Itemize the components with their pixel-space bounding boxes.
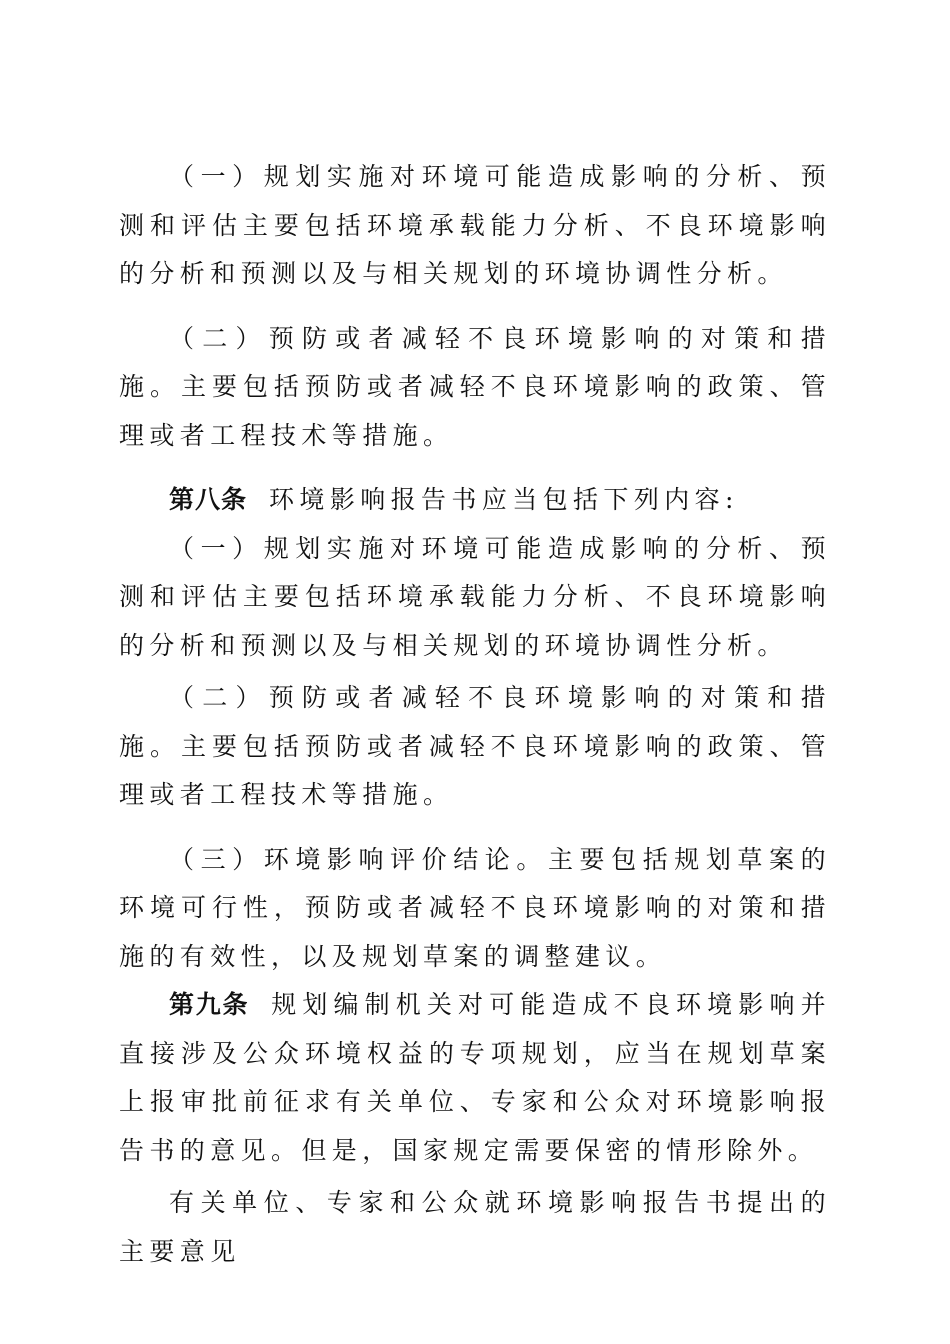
paragraph-prevention-measures-repeat (119, 674, 831, 820)
paragraph-assessment-conclusion (119, 836, 831, 982)
paragraph-text: 规划编制机关对可能造成不良环境影响并直接涉及公众环境权益的专项规划，应当在规划草案上报审批前征求有关单位、专家和公众对环境影响报告书的意见。但是，国家规定需要保密的情形除外。 (119, 990, 831, 1165)
paragraph-planning-analysis-repeat (119, 525, 831, 671)
paragraph-text: 环境影响报告书应当包括下列内容: (269, 485, 739, 514)
paragraph-text: （二）预防或者减轻不良环境影响的对策和措施。主要包括预防或者减轻不良环境影响的政策、管理或者工程技术等措施。 (119, 683, 831, 809)
article-9-paragraph (119, 981, 831, 1175)
paragraph-text: （一）规划实施对环境可能造成影响的分析、预测和评估主要包括环境承载能力分析、不良环境影响的分析和预测以及与相关规划的环境协调性分析。 (119, 162, 831, 288)
paragraph-text: （一）规划实施对环境可能造成影响的分析、预测和评估主要包括环境承载能力分析、不良环境影响的分析和预测以及与相关规划的环境协调性分析。 (119, 533, 831, 660)
document-body (119, 153, 831, 1276)
paragraph-planning-analysis (119, 153, 831, 299)
paragraph-text: （二）预防或者减轻不良环境影响的对策和措施。主要包括预防或者减轻不良环境影响的政策、管理或者工程技术等措施。 (119, 323, 831, 450)
paragraph-public-opinions (119, 1179, 831, 1276)
paragraph-text: 有关单位、专家和公众就环境影响报告书提出的主要意见 (119, 1188, 831, 1266)
article-label: 第九条 (169, 990, 250, 1019)
article-label: 第八条 (169, 485, 248, 514)
paragraph-prevention-measures (119, 315, 831, 461)
article-8-heading (119, 476, 831, 525)
paragraph-text: （三）环境影响评价结论。主要包括规划草案的环境可行性，预防或者减轻不良环境影响的对策和措施的有效性，以及规划草案的调整建议。 (119, 844, 831, 971)
